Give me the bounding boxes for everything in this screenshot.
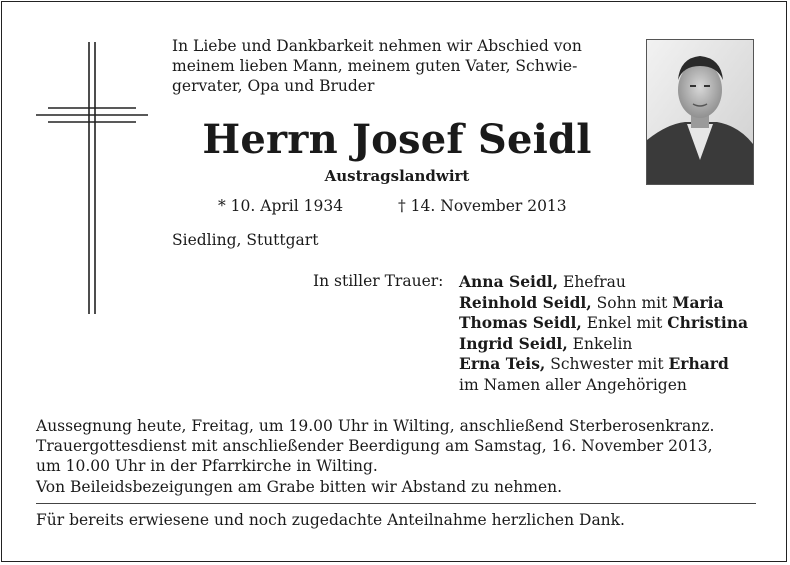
mourner-entry xyxy=(459,354,748,375)
mourner-entry xyxy=(459,313,748,334)
intro-line: gervater, Opa und Bruder xyxy=(172,77,375,95)
residence: Siedling, Stuttgart xyxy=(172,231,319,249)
mourner-entry xyxy=(459,334,748,355)
notice-line: Trauergottesdienst mit anschließender Beerdigung am Samstag, 16. November 2013, xyxy=(36,437,713,455)
notice-line: Aussegnung heute, Freitag, um 19.00 Uhr in Wilting, anschließend Sterberosenkranz. xyxy=(36,417,715,435)
mourner-partner: Erhard xyxy=(668,354,729,373)
service-notice xyxy=(36,416,776,476)
mourner-entry xyxy=(459,293,748,314)
death-date: † 14. November 2013 xyxy=(398,197,567,215)
mourner-name: Ingrid Seidl, xyxy=(459,333,568,353)
mourner-entry xyxy=(459,375,748,396)
divider xyxy=(36,503,756,504)
intro-line: In Liebe und Dankbarkeit nehmen wir Abschied von xyxy=(172,37,582,55)
mourner-entry xyxy=(459,272,748,293)
deceased-name: Herrn Josef Seidl xyxy=(202,116,592,163)
mourner-relation: Sohn mit xyxy=(591,293,673,312)
cross-icon xyxy=(36,42,148,314)
mourner-name: Reinhold Seidl, xyxy=(459,292,592,312)
portrait-image xyxy=(647,40,753,184)
mourners-list xyxy=(459,272,748,395)
mourner-relation: im Namen aller Angehörigen xyxy=(459,375,687,394)
mourner-name: Erna Teis, xyxy=(459,354,546,373)
thanks-text: Für bereits erwiesene und noch zugedachte Anteilnahme herzlichen Dank. xyxy=(36,511,625,529)
mourner-partner: Christina xyxy=(667,313,749,332)
intro-text xyxy=(172,36,622,96)
mourner-relation: Enkel mit xyxy=(581,314,668,332)
mourner-partner: Maria xyxy=(672,292,724,312)
mourner-name: Anna Seidl, xyxy=(459,272,559,291)
condolence-notice: Von Beileidsbezeigungen am Grabe bitten wir Abstand zu nehmen. xyxy=(36,478,563,496)
mourner-relation: Schwester mit xyxy=(545,355,669,373)
mourners-label: In stiller Trauer: xyxy=(313,272,444,290)
birth-date: * 10. April 1934 xyxy=(218,197,344,215)
mourner-relation: Ehefrau xyxy=(558,273,626,291)
intro-line: meinem lieben Mann, meinem guten Vater, Schwie- xyxy=(172,57,578,75)
deceased-occupation: Austragslandwirt xyxy=(324,167,470,185)
portrait-photo xyxy=(646,39,754,185)
mourner-name: Thomas Seidl, xyxy=(459,313,582,332)
notice-line: um 10.00 Uhr in der Pfarrkirche in Wilting. xyxy=(36,457,378,475)
mourner-relation: Enkelin xyxy=(567,334,633,353)
